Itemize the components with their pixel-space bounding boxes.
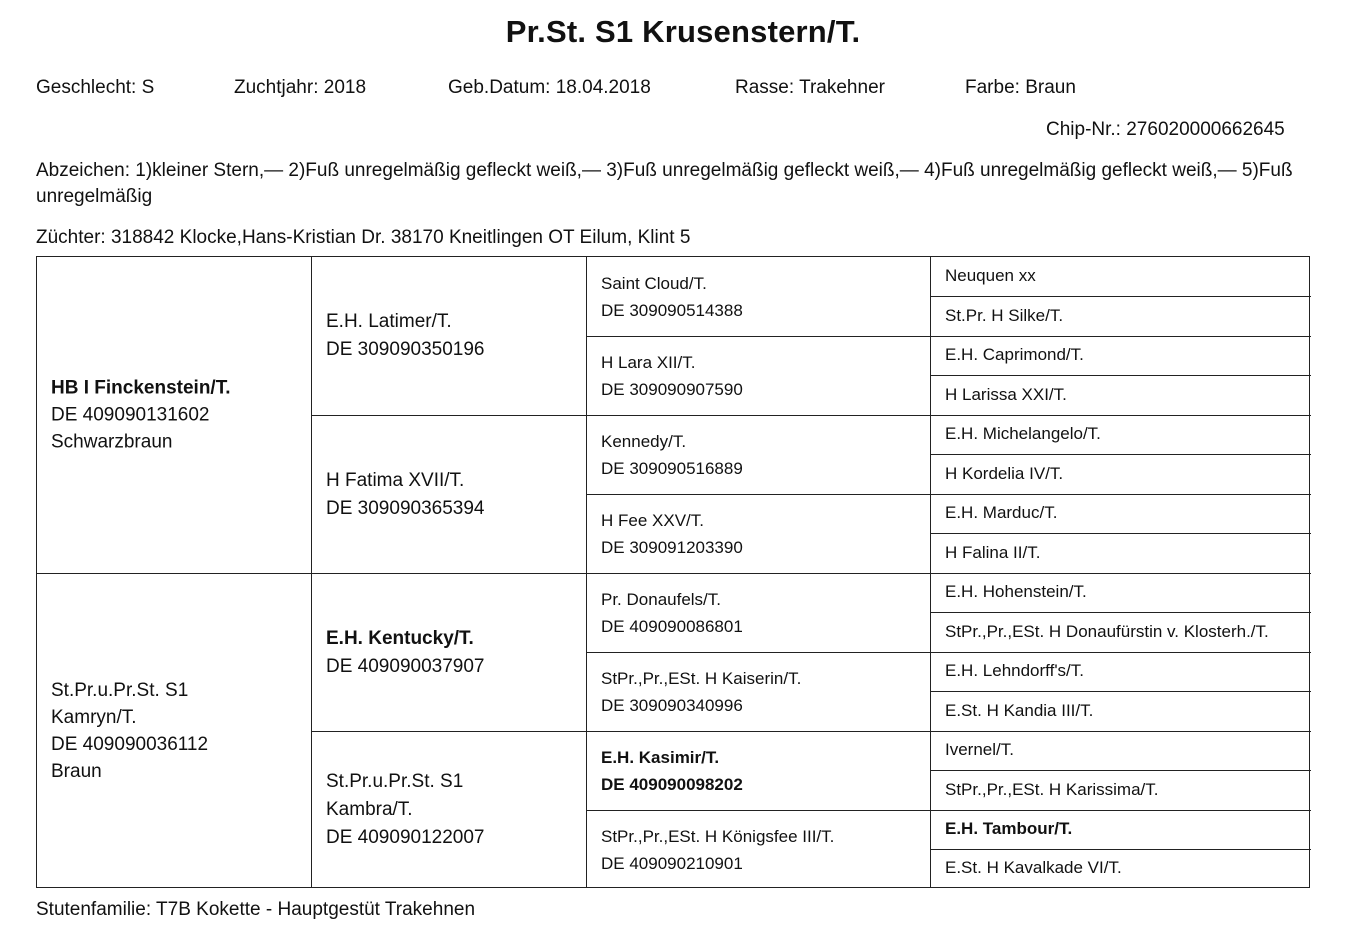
geburtsdatum: Geb.Datum: 18.04.2018 [448,77,651,98]
gen4-cell [931,534,1311,574]
ancestor-name: Neuquen xx [945,265,1036,285]
ancestor-id: DE 309091203390 [601,538,743,557]
ancestor-name: StPr.,Pr.,ESt. H Königsfee III/T. [601,826,835,846]
sire-id: DE 409090131602 [51,404,210,426]
ancestor-name: E.H. Tambour/T. [945,819,1073,838]
ancestor-name: Pr. Donaufels/T. [601,590,722,609]
gen3-cell [587,257,931,337]
ancestor-title: St.Pr.u.Pr.St. S1 [326,771,464,792]
ancestor-name: E.H. Caprimond/T. [945,345,1084,364]
ancestor-id: DE 309090907590 [601,380,743,399]
gen3-cell [587,653,931,732]
zuechter: Züchter: 318842 Klocke,Hans-Kristian Dr. 38170 Kneitlingen OT Eilum, Klint 5 [36,227,691,248]
zuchtjahr: Zuchtjahr: 2018 [234,77,367,98]
sire-name: HB I Finckenstein/T. [51,377,231,399]
gen4-cell [931,416,1311,455]
farbe: Farbe: Braun [965,77,1076,98]
ancestor-name: Ivernel/T. [945,740,1014,759]
ancestor-id: DE 409090122007 [326,827,485,848]
ancestor-id: DE 309090350196 [326,339,485,360]
page-title: Pr.St. S1 Krusenstern/T. [505,14,861,49]
gen4-cell [931,613,1311,653]
abzeichen: Abzeichen: 1)kleiner Stern,— 2)Fuß unregelmäßig gefleckt weiß,— 3)Fuß unregelmäßig gefleckt weiß,— 4)Fuß unregelmäßig gefleckt weiß,— 5)Fuß unregelmäßig [36,160,1293,207]
sire-color: Schwarzbraun [51,431,173,453]
gen2-cell [312,257,587,416]
gen3-cell [587,337,931,416]
ancestor-name: E.H. Latimer/T. [326,311,452,332]
ancestor-name: E.H. Marduc/T. [945,503,1058,522]
pedigree-table [36,256,1310,888]
gen3-cell [587,495,931,574]
gen4-cell [931,257,1311,297]
dam-cell [37,574,312,888]
ancestor-id: DE 409090086801 [601,617,743,636]
ancestor-name: H Fee XXV/T. [601,511,704,530]
ancestor-name: StPr.,Pr.,ESt. H Donaufürstin v. Klosterh./T. [945,621,1269,641]
gen3-cell [587,574,931,653]
ancestor-name: E.St. H Kandia III/T. [945,700,1094,720]
ancestor-id: DE 409090098202 [601,775,743,794]
ancestor-name: E.H. Kasimir/T. [601,748,720,767]
stutenfamilie: Stutenfamilie: T7B Kokette - Hauptgestüt Trakehnen [36,899,476,920]
gen4-cell [931,376,1311,416]
ancestor-name: H Larissa XXI/T. [945,384,1067,404]
gen4-cell [931,574,1311,613]
gen3-cell [587,811,931,888]
dam-id: DE 409090036112 [51,734,209,755]
ancestor-name: E.H. Hohenstein/T. [945,582,1087,601]
ancestor-name: StPr.,Pr.,ESt. H Karissima/T. [945,779,1159,799]
dam-title: St.Pr.u.Pr.St. S1 [51,680,189,701]
gen4-cell [931,692,1311,732]
ancestor-name: H Lara XII/T. [601,353,696,372]
rasse: Rasse: Trakehner [735,77,885,98]
ancestor-name: Kennedy/T. [601,432,687,451]
ancestor-name: E.H. Kentucky/T. [326,627,474,649]
ancestor-name: E.H. Michelangelo/T. [945,424,1101,443]
gen4-cell [931,811,1311,850]
ancestor-name: H Fatima XVII/T. [326,469,465,491]
gen4-cell [931,337,1311,376]
gen2-cell [312,416,587,574]
geschlecht: Geschlecht: S [36,77,155,98]
dam-color: Braun [51,761,102,782]
gen2-cell [312,574,587,732]
ancestor-name: E.St. H Kavalkade VI/T. [945,858,1122,877]
gen4-cell [931,495,1311,534]
gen2-cell [312,732,587,888]
ancestor-name: E.H. Lehndorff's/T. [945,661,1085,680]
gen4-cell [931,455,1311,495]
ancestor-name: StPr.,Pr.,ESt. H Kaiserin/T. [601,669,802,688]
ancestor-name: H Falina II/T. [945,542,1041,562]
ancestor-id: DE 309090516889 [601,459,743,478]
ancestor-id: DE 309090365394 [326,497,485,519]
ancestor-name: Kambra/T. [326,799,413,820]
ancestor-id: DE 409090210901 [601,853,743,873]
sire-cell [37,257,312,574]
ancestor-id: DE 309090514388 [601,300,743,320]
chip-nummer: Chip-Nr.: 276020000662645 [1046,119,1285,140]
gen3-cell [587,416,931,495]
gen4-cell [931,297,1311,337]
ancestor-name: Saint Cloud/T. [601,273,707,293]
gen4-cell [931,732,1311,771]
gen4-cell [931,850,1311,888]
ancestor-id: DE 409090037907 [326,655,485,677]
gen4-cell [931,771,1311,811]
gen3-cell [587,732,931,811]
ancestor-name: H Kordelia IV/T. [945,463,1064,483]
ancestor-name: St.Pr. H Silke/T. [945,305,1064,325]
gen4-cell [931,653,1311,692]
dam-name: Kamryn/T. [51,707,137,728]
ancestor-id: DE 309090340996 [601,696,743,715]
